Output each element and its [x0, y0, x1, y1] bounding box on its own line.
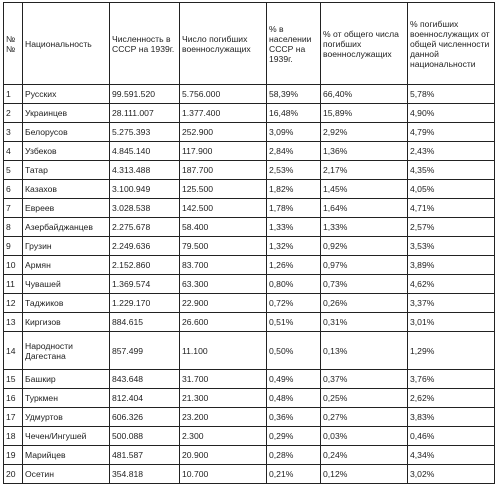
cell-number: 15 — [4, 370, 23, 389]
cell-deaths-of-nationality: 3,83% — [408, 408, 495, 427]
table-row — [4, 180, 495, 199]
cell-nationality: Армян — [23, 256, 110, 275]
cell-population: 857.499 — [110, 332, 180, 370]
cell-deaths-share: 0,03% — [321, 427, 408, 446]
cell-population-share: 16,48% — [267, 104, 321, 123]
cell-population: 5.275.393 — [110, 123, 180, 142]
cell-deaths: 20.900 — [180, 446, 267, 465]
cell-number: 1 — [4, 85, 23, 104]
cell-deaths-share: 15,89% — [321, 104, 408, 123]
cell-nationality: Чувашей — [23, 275, 110, 294]
cell-deaths-of-nationality: 3,01% — [408, 313, 495, 332]
cell-population: 4.313.488 — [110, 161, 180, 180]
cell-nationality: Народности Дагестана — [23, 332, 110, 370]
table-row — [4, 332, 495, 370]
header-nationality: Национальность — [23, 3, 110, 85]
cell-number: 13 — [4, 313, 23, 332]
table-row — [4, 427, 495, 446]
cell-number: 7 — [4, 199, 23, 218]
cell-deaths-share: 0,97% — [321, 256, 408, 275]
cell-deaths: 22.900 — [180, 294, 267, 313]
cell-number: 6 — [4, 180, 23, 199]
cell-population-share: 0,21% — [267, 465, 321, 484]
cell-deaths-share: 0,73% — [321, 275, 408, 294]
cell-deaths-of-nationality: 3,37% — [408, 294, 495, 313]
cell-population-share: 0,51% — [267, 313, 321, 332]
cell-population-share: 1,32% — [267, 237, 321, 256]
cell-deaths: 125.500 — [180, 180, 267, 199]
cell-deaths: 31.700 — [180, 370, 267, 389]
cell-population: 843.648 — [110, 370, 180, 389]
cell-deaths: 79.500 — [180, 237, 267, 256]
cell-deaths-of-nationality: 4,62% — [408, 275, 495, 294]
cell-number: 4 — [4, 142, 23, 161]
header-population-1939: Численность в СССР на 1939г. — [110, 3, 180, 85]
cell-number: 19 — [4, 446, 23, 465]
cell-deaths-share: 0,26% — [321, 294, 408, 313]
losses-table — [3, 2, 495, 484]
cell-deaths-of-nationality: 2,43% — [408, 142, 495, 161]
table-row — [4, 294, 495, 313]
cell-population: 1.229.170 — [110, 294, 180, 313]
cell-population: 4.845.140 — [110, 142, 180, 161]
cell-deaths: 187.700 — [180, 161, 267, 180]
cell-deaths-of-nationality: 3,53% — [408, 237, 495, 256]
table-row — [4, 104, 495, 123]
cell-deaths-of-nationality: 0,46% — [408, 427, 495, 446]
cell-deaths-of-nationality: 5,78% — [408, 85, 495, 104]
cell-population: 481.587 — [110, 446, 180, 465]
cell-deaths-share: 0,37% — [321, 370, 408, 389]
table-row — [4, 237, 495, 256]
table-row — [4, 199, 495, 218]
cell-population-share: 0,50% — [267, 332, 321, 370]
cell-number: 14 — [4, 332, 23, 370]
header-row — [4, 3, 495, 85]
cell-deaths: 21.300 — [180, 389, 267, 408]
cell-deaths-of-nationality: 4,90% — [408, 104, 495, 123]
table-row — [4, 408, 495, 427]
cell-population-share: 1,82% — [267, 180, 321, 199]
cell-deaths-share: 1,33% — [321, 218, 408, 237]
cell-deaths: 26.600 — [180, 313, 267, 332]
cell-population: 500.088 — [110, 427, 180, 446]
cell-number: 16 — [4, 389, 23, 408]
cell-number: 9 — [4, 237, 23, 256]
cell-deaths-share: 0,31% — [321, 313, 408, 332]
header-military-deaths: Число погибших военнослужащих — [180, 3, 267, 85]
cell-deaths-share: 0,13% — [321, 332, 408, 370]
cell-population: 812.404 — [110, 389, 180, 408]
cell-number: 8 — [4, 218, 23, 237]
cell-deaths-of-nationality: 3,02% — [408, 465, 495, 484]
table-row — [4, 218, 495, 237]
cell-deaths-share: 0,25% — [321, 389, 408, 408]
cell-population: 2.275.678 — [110, 218, 180, 237]
cell-deaths-share: 1,64% — [321, 199, 408, 218]
cell-nationality: Удмуртов — [23, 408, 110, 427]
cell-nationality: Белорусов — [23, 123, 110, 142]
cell-nationality: Казахов — [23, 180, 110, 199]
cell-number: 5 — [4, 161, 23, 180]
cell-deaths-of-nationality: 4,05% — [408, 180, 495, 199]
cell-number: 20 — [4, 465, 23, 484]
cell-deaths: 63.300 — [180, 275, 267, 294]
cell-population: 99.591.520 — [110, 85, 180, 104]
cell-deaths-of-nationality: 1,29% — [408, 332, 495, 370]
table-row — [4, 142, 495, 161]
cell-nationality: Татар — [23, 161, 110, 180]
cell-deaths: 58.400 — [180, 218, 267, 237]
cell-population: 2.249.636 — [110, 237, 180, 256]
header-deaths-of-nationality: % погибших военнослужащих от общей численности данной национальности — [408, 3, 495, 85]
cell-population-share: 3,09% — [267, 123, 321, 142]
cell-deaths: 252.900 — [180, 123, 267, 142]
cell-deaths: 1.377.400 — [180, 104, 267, 123]
header-number: № № — [4, 3, 23, 85]
cell-nationality: Евреев — [23, 199, 110, 218]
table-row — [4, 123, 495, 142]
table-row — [4, 256, 495, 275]
cell-deaths: 2.300 — [180, 427, 267, 446]
cell-population-share: 0,49% — [267, 370, 321, 389]
cell-population-share: 0,36% — [267, 408, 321, 427]
cell-deaths: 23.200 — [180, 408, 267, 427]
cell-deaths-of-nationality: 4,79% — [408, 123, 495, 142]
cell-population: 2.152.860 — [110, 256, 180, 275]
cell-population-share: 0,28% — [267, 446, 321, 465]
cell-number: 3 — [4, 123, 23, 142]
cell-number: 10 — [4, 256, 23, 275]
cell-nationality: Узбеков — [23, 142, 110, 161]
cell-population: 1.369.574 — [110, 275, 180, 294]
cell-deaths: 83.700 — [180, 256, 267, 275]
cell-nationality: Туркмен — [23, 389, 110, 408]
cell-deaths-share: 2,17% — [321, 161, 408, 180]
cell-nationality: Украинцев — [23, 104, 110, 123]
table-container — [3, 2, 494, 484]
cell-population: 3.100.949 — [110, 180, 180, 199]
cell-deaths-of-nationality: 3,76% — [408, 370, 495, 389]
cell-nationality: Осетин — [23, 465, 110, 484]
table-row — [4, 161, 495, 180]
cell-nationality: Башкир — [23, 370, 110, 389]
cell-population: 354.818 — [110, 465, 180, 484]
cell-deaths-share: 1,36% — [321, 142, 408, 161]
cell-population: 3.028.538 — [110, 199, 180, 218]
cell-deaths: 5.756.000 — [180, 85, 267, 104]
cell-population-share: 2,53% — [267, 161, 321, 180]
cell-population-share: 0,48% — [267, 389, 321, 408]
cell-population-share: 2,84% — [267, 142, 321, 161]
cell-deaths-of-nationality: 2,62% — [408, 389, 495, 408]
cell-deaths-of-nationality: 3,89% — [408, 256, 495, 275]
cell-population-share: 0,72% — [267, 294, 321, 313]
cell-deaths-share: 2,92% — [321, 123, 408, 142]
table-header — [4, 3, 495, 85]
cell-deaths-share: 0,12% — [321, 465, 408, 484]
cell-population-share: 1,26% — [267, 256, 321, 275]
cell-population: 884.615 — [110, 313, 180, 332]
table-row — [4, 446, 495, 465]
cell-nationality: Марийцев — [23, 446, 110, 465]
cell-nationality: Чечен/Ингушей — [23, 427, 110, 446]
cell-population-share: 58,39% — [267, 85, 321, 104]
table-row — [4, 389, 495, 408]
cell-number: 11 — [4, 275, 23, 294]
cell-nationality: Киргизов — [23, 313, 110, 332]
cell-population: 606.326 — [110, 408, 180, 427]
header-deaths-share: % от общего числа погибших военнослужащих — [321, 3, 408, 85]
table-row — [4, 370, 495, 389]
cell-number: 12 — [4, 294, 23, 313]
cell-deaths-share: 0,92% — [321, 237, 408, 256]
cell-deaths-share: 0,24% — [321, 446, 408, 465]
header-population-share: % в населении СССР на 1939г. — [267, 3, 321, 85]
cell-population-share: 1,33% — [267, 218, 321, 237]
cell-nationality: Русских — [23, 85, 110, 104]
cell-number: 2 — [4, 104, 23, 123]
cell-deaths: 11.100 — [180, 332, 267, 370]
cell-deaths-share: 1,45% — [321, 180, 408, 199]
table-body — [4, 85, 495, 484]
table-row — [4, 275, 495, 294]
cell-number: 17 — [4, 408, 23, 427]
cell-number: 18 — [4, 427, 23, 446]
cell-deaths: 10.700 — [180, 465, 267, 484]
cell-deaths: 142.500 — [180, 199, 267, 218]
cell-population: 28.111.007 — [110, 104, 180, 123]
cell-deaths-share: 66,40% — [321, 85, 408, 104]
cell-nationality: Таджиков — [23, 294, 110, 313]
cell-deaths-of-nationality: 4,71% — [408, 199, 495, 218]
cell-deaths: 117.900 — [180, 142, 267, 161]
cell-nationality: Грузин — [23, 237, 110, 256]
cell-deaths-share: 0,27% — [321, 408, 408, 427]
cell-deaths-of-nationality: 4,35% — [408, 161, 495, 180]
cell-population-share: 0,29% — [267, 427, 321, 446]
cell-deaths-of-nationality: 2,57% — [408, 218, 495, 237]
cell-deaths-of-nationality: 4,34% — [408, 446, 495, 465]
cell-nationality: Азербайджанцев — [23, 218, 110, 237]
table-row — [4, 465, 495, 484]
table-row — [4, 313, 495, 332]
cell-population-share: 1,78% — [267, 199, 321, 218]
table-row — [4, 85, 495, 104]
cell-population-share: 0,80% — [267, 275, 321, 294]
